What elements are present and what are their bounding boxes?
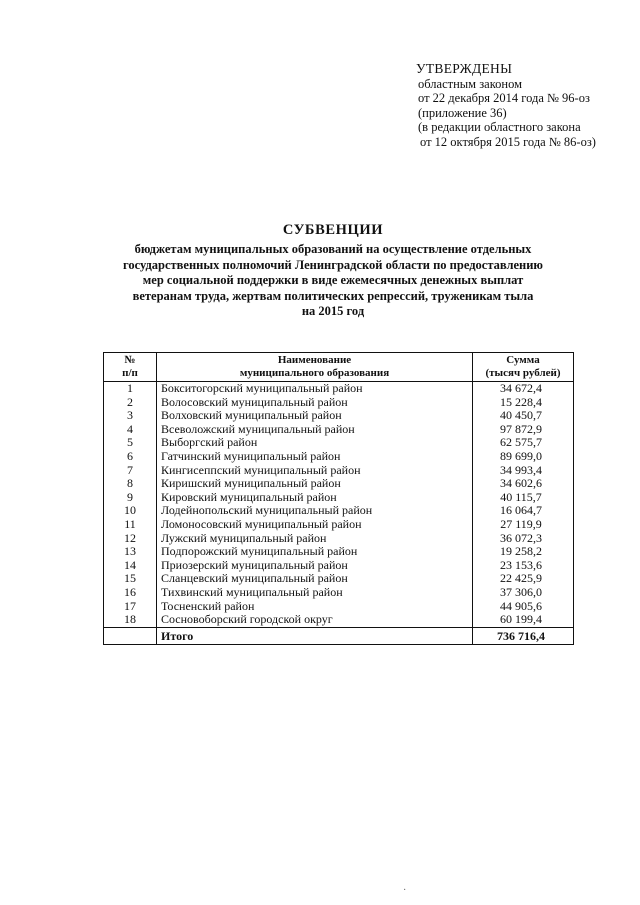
scan-speck: · [403,885,407,896]
row-number: 4 [104,423,157,437]
row-number: 17 [104,600,157,614]
row-number: 14 [104,559,157,573]
table-row [104,450,574,464]
row-sum: 40 450,7 [473,409,574,423]
row-name: Киришский муниципальный район [157,477,473,491]
row-name: Бокситогорский муниципальный район [157,382,473,396]
row-number: 5 [104,436,157,450]
row-name: Волховский муниципальный район [157,409,473,423]
table-row [104,491,574,505]
row-name: Тосненский район [157,600,473,614]
title-line-1: бюджетам муниципальных образований на осуществление отдельных [134,242,532,256]
approval-line-2: областным законом [418,76,523,91]
table-row [104,436,574,450]
table-row [104,586,574,600]
row-number: 8 [104,477,157,491]
table-row [104,518,574,532]
row-number: 9 [104,491,157,505]
table-row [104,423,574,437]
row-name: Сланцевский муниципальный район [157,572,473,586]
row-name: Гатчинский муниципальный район [157,450,473,464]
row-sum: 15 228,4 [473,396,574,410]
table-row [104,532,574,546]
title-line-5: на 2015 год [301,304,365,319]
row-name: Приозерский муниципальный район [157,559,473,573]
total-row [104,627,574,645]
table-row [104,396,574,410]
table-header-row [104,353,574,382]
row-sum: 36 072,3 [473,532,574,546]
row-name: Кингисеппский муниципальный район [157,464,473,478]
row-sum: 34 602,6 [473,477,574,491]
table-row [104,504,574,518]
row-number: 2 [104,396,157,410]
row-sum: 37 306,0 [473,586,574,600]
document-title [95,222,571,320]
row-number: 16 [104,586,157,600]
title-line-4: ветеранам труда, жертвам политических репрессий, труженикам тыла [132,288,534,303]
row-sum: 34 672,4 [473,382,574,396]
table-row [104,559,574,573]
header-number-line-1: № [124,354,136,366]
row-sum: 60 199,4 [473,613,574,627]
row-number: 10 [104,504,157,518]
header-name-line-2: муниципального образования [239,366,390,379]
row-name: Лодейнопольский муниципальный район [157,504,473,518]
row-sum: 62 575,7 [473,436,574,450]
row-sum: 97 872,9 [473,423,574,437]
row-sum: 22 425,9 [473,572,574,586]
row-name: Лужский муниципальный район [157,532,473,546]
row-sum: 23 153,6 [473,559,574,573]
header-number [104,353,157,382]
row-number: 3 [104,409,157,423]
table-row [104,409,574,423]
row-name: Волосовский муниципальный район [157,396,473,410]
table-row [104,477,574,491]
table-row [104,613,574,627]
approval-line-5: (в редакции областного закона [418,120,581,135]
row-sum: 89 699,0 [473,450,574,464]
approval-stamp [416,62,596,150]
row-sum: 34 993,4 [473,464,574,478]
table-row [104,572,574,586]
row-name: Ломоносовский муниципальный район [157,518,473,532]
row-name: Подпорожский муниципальный район [157,545,473,559]
approval-line-6: от 12 октября 2015 года № 86-оз) [420,134,596,149]
header-number-line-2: п/п [122,366,138,379]
row-name: Тихвинский муниципальный район [157,586,473,600]
table-row [104,545,574,559]
table-body [104,382,574,628]
header-name-line-1: Наименование [277,354,352,366]
row-sum: 19 258,2 [473,545,574,559]
header-sum [473,353,574,382]
row-number: 1 [104,382,157,396]
row-number: 12 [104,532,157,546]
title-line-3: мер социальной поддержки в виде ежемесячных денежных выплат [142,273,524,288]
total-empty-cell [104,627,157,645]
table-row [104,600,574,614]
row-name: Всеволожский муниципальный район [157,423,473,437]
row-number: 15 [104,572,157,586]
row-name: Выборгский район [157,436,473,450]
approval-heading: УТВЕРЖДЕНЫ [416,61,513,76]
total-label: Итого [157,627,473,645]
approval-line-4: (приложение 36) [418,105,507,120]
header-sum-line-2: (тысяч рублей) [485,366,561,379]
row-sum: 44 905,6 [473,600,574,614]
approval-line-3: от 22 декабря 2014 года № 96-оз [418,91,590,106]
row-name: Сосновоборский городской округ [157,613,473,627]
title-main: СУБВЕНЦИИ [282,222,384,238]
row-sum: 16 064,7 [473,504,574,518]
row-number: 6 [104,450,157,464]
row-number: 13 [104,545,157,559]
total-sum: 736 716,4 [473,627,574,645]
row-number: 11 [104,518,157,532]
table-row [104,382,574,396]
row-sum: 27 119,9 [473,518,574,532]
title-line-2: государственных полномочий Ленинградской области по предоставлению [123,257,543,272]
table-row [104,464,574,478]
row-number: 18 [104,613,157,627]
row-sum: 40 115,7 [473,491,574,505]
header-name [157,353,473,382]
row-name: Кировский муниципальный район [157,491,473,505]
row-number: 7 [104,464,157,478]
header-sum-line-1: Сумма [506,354,540,366]
subsidy-table [103,352,574,645]
